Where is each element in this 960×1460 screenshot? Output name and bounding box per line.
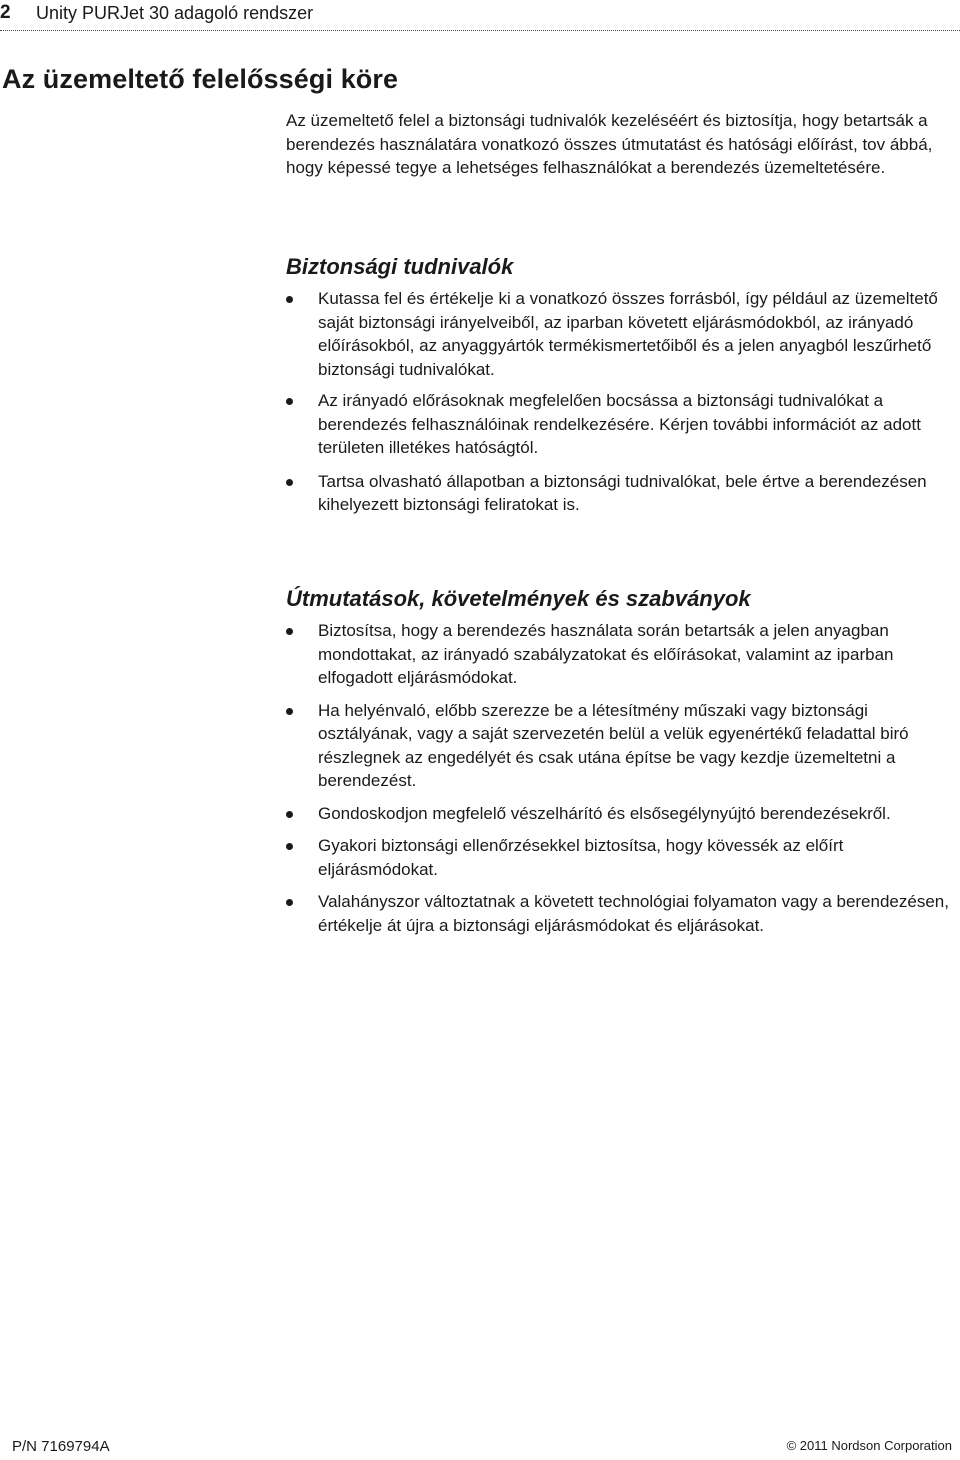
copyright-notice: © 2011 Nordson Corporation [786,1438,952,1453]
section-heading-safety: Biztonsági tudnivalók [286,254,514,279]
bullet-icon [286,811,293,818]
list-item [286,890,954,937]
list-item-text: Kutassa fel és értékelje ki a vonatkozó összes forrásból, így például az üzemeltető saját biztonsági irányelveiből, az iparban követett eljárásmódokból, az irányadó előírásokból, az anyaggyártók termékismertetőiből és a jelen anyagból leszűrhető biztonsági tudnivalókat. [318,289,938,379]
list-item-text: Biztosítsa, hogy a berendezés használata során betartsák a jelen anyagban mondottakat, az irányadó szabályzatokat és előírásokat, valamint az iparban elfogadott eljárásmódokat. [318,621,894,687]
part-number: P/N 7169794A [12,1438,110,1455]
safety-list [286,287,954,517]
section-heading-standards: Útmutatások, követelmények és szabványok [286,586,751,611]
bullet-icon [286,843,293,850]
page-number: 2 [0,2,11,23]
header-title: Unity PURJet 30 adagoló rendszer [36,2,314,23]
intro-paragraph: Az üzemeltető felel a biztonsági tudnivalók kezeléséért és biztosítja, hogy betartsák a berendezés használatára vonatkozó összes útmutatást és hatósági előírást, tov ábbá, hogy képessé tegye a lehetséges felhasználókat a berendezés üzemeltetésére. [286,111,933,177]
bullet-icon [286,628,293,635]
list-item [286,699,954,793]
list-item-text: Tartsa olvasható állapotban a biztonsági tudnivalókat, bele értve a berendezésen kihelyezett biztonsági feliratokat is. [318,471,927,514]
list-item-text: Ha helyénvaló, előbb szerezze be a létesítmény műszaki vagy biztonsági osztályának, vagy a saját szervezetén belül a velük egyenértékű feladattal biró részlegnek az engedélyét és csak utána építse be vagy kezdje üzemeltetni a berendezést. [318,700,909,790]
bullet-icon [286,479,293,486]
page-title: Az üzemeltető felelősségi köre [2,64,399,94]
bullet-icon [286,398,293,405]
list-item [286,834,954,881]
list-item [286,470,954,517]
header-divider [0,30,960,31]
standards-list [286,619,954,937]
list-item-text: Valahányszor változtatnak a követett technológiai folyamaton vagy a berendezésen, értékelje át újra a biztonsági eljárásmódokat és eljárásokat. [318,892,949,935]
page-footer [0,1436,960,1460]
bullet-icon [286,296,293,303]
list-item [286,389,954,460]
list-item [286,619,954,690]
list-item-text: Gyakori biztonsági ellenőrzésekkel biztosítsa, hogy kövessék az előírt eljárásmódokat. [318,836,844,879]
list-item [286,802,954,826]
list-item-text: Gondoskodjon megfelelő vészelhárító és elsősegélynyújtó berendezésekről. [318,803,891,823]
list-item-text: Az irányadó előrásoknak megfelelően bocsássa a biztonsági tudnivalókat a berendezés felhasználóinak rendelkezésére. Kérjen további információt az adott területen illetékes hatóságtól. [318,391,921,457]
bullet-icon [286,899,293,906]
bullet-icon [286,708,293,715]
page-header [0,0,960,26]
list-item [286,287,954,381]
